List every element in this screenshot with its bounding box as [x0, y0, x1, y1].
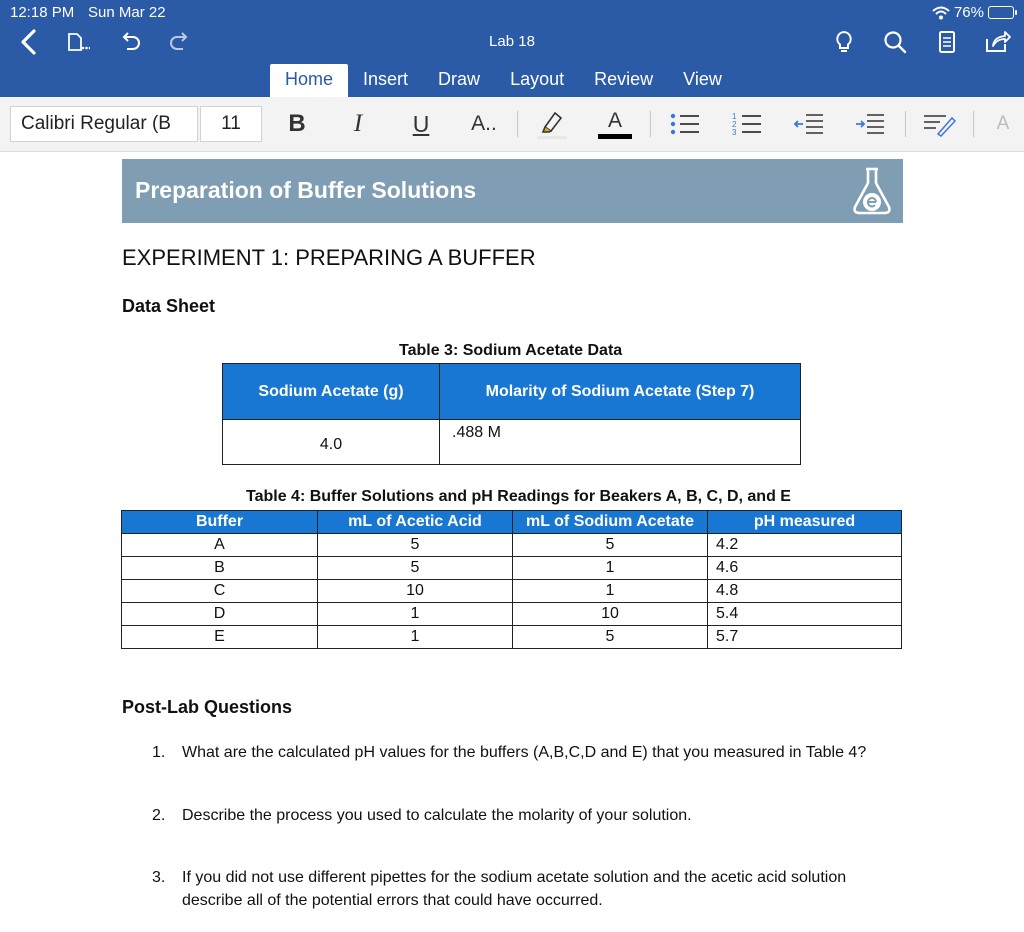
- table-cell[interactable]: .488 M: [440, 420, 801, 465]
- question-text: If you did not use different pipettes for the sodium acetate solution and the acetic acid solution describe all of the potential errors that could have occurred.: [182, 869, 847, 909]
- toolbar-separator: [517, 111, 518, 137]
- table-header-cell: Sodium Acetate (g): [223, 364, 440, 420]
- font-size-field[interactable]: 11: [200, 106, 262, 142]
- table4-caption: Table 4: Buffer Solutions and pH Readings for Beakers A, B, C, D, and E: [246, 488, 791, 505]
- status-time: 12:18 PM: [10, 4, 75, 21]
- sodium-acetate-table: [222, 363, 801, 465]
- table-cell[interactable]: B: [122, 557, 318, 580]
- table-header-row: [223, 364, 801, 420]
- table-cell[interactable]: 4.0: [223, 420, 440, 465]
- tab-insert[interactable]: Insert: [363, 69, 409, 89]
- table-cell[interactable]: 1: [513, 580, 708, 603]
- highlighter-icon: [535, 107, 569, 141]
- font-size-menu-button[interactable]: A..: [471, 112, 497, 135]
- bullet-list-icon: [669, 110, 701, 138]
- status-bar: [10, 4, 1014, 22]
- svg-text:1: 1: [732, 112, 737, 121]
- share-icon: [984, 29, 1012, 55]
- highlight-button[interactable]: [534, 106, 570, 142]
- search-button[interactable]: [880, 26, 910, 58]
- table-header-cell: Molarity of Sodium Acetate (Step 7): [440, 364, 801, 420]
- styles-button[interactable]: [921, 106, 957, 142]
- experiment-heading: EXPERIMENT 1: PREPARING A BUFFER: [122, 245, 536, 270]
- font-name-field[interactable]: Calibri Regular (B: [10, 106, 198, 142]
- table-header-cell: Buffer: [122, 511, 318, 534]
- tab-view[interactable]: View: [683, 69, 722, 89]
- document-title: Lab 18: [489, 33, 535, 50]
- decrease-indent-button[interactable]: [791, 106, 827, 142]
- tell-me-button[interactable]: [830, 26, 858, 58]
- table-row: [122, 580, 902, 603]
- increase-indent-button[interactable]: [852, 106, 888, 142]
- table-cell[interactable]: 5: [318, 557, 513, 580]
- numbered-list-icon: [731, 110, 763, 138]
- toolbar-separator: [650, 111, 651, 137]
- mobile-view-button[interactable]: [934, 26, 960, 58]
- ribbon-tabs: [270, 64, 737, 97]
- table-cell[interactable]: 5: [513, 626, 708, 649]
- share-button[interactable]: [983, 26, 1013, 58]
- table-cell[interactable]: E: [122, 626, 318, 649]
- table-cell[interactable]: 4.2: [708, 534, 902, 557]
- table-header-row: [122, 511, 902, 534]
- table-row: [122, 557, 902, 580]
- table-cell[interactable]: 4.8: [708, 580, 902, 603]
- table-header-cell: mL of Acetic Acid: [318, 511, 513, 534]
- buffer-solutions-table: [121, 510, 902, 649]
- title-bar: [0, 26, 1024, 58]
- paragraph-styles-icon: [922, 110, 956, 138]
- clear-formatting-button[interactable]: A: [996, 113, 1010, 134]
- font-color-label: A: [607, 108, 622, 132]
- battery-percent: 76%: [953, 4, 984, 21]
- question-number: 1.: [152, 744, 166, 761]
- question-number: 3.: [152, 869, 166, 886]
- post-lab-heading: Post-Lab Questions: [122, 697, 293, 717]
- decrease-indent-icon: [793, 110, 825, 138]
- table-cell[interactable]: 4.6: [708, 557, 902, 580]
- table-cell[interactable]: 5: [318, 534, 513, 557]
- mobile-view-icon: [938, 30, 956, 54]
- svg-text:3: 3: [732, 128, 737, 137]
- table-cell[interactable]: D: [122, 603, 318, 626]
- toolbar-separator: [973, 111, 974, 137]
- banner-title: Preparation of Buffer Solutions: [135, 177, 477, 203]
- table-cell[interactable]: 1: [318, 603, 513, 626]
- table-cell[interactable]: 10: [318, 580, 513, 603]
- search-icon: [882, 29, 908, 55]
- table-cell[interactable]: 1: [318, 626, 513, 649]
- table-cell[interactable]: 5.7: [708, 626, 902, 649]
- question-number: 2.: [152, 807, 166, 824]
- table-row: [122, 626, 902, 649]
- table3-caption: Table 3: Sodium Acetate Data: [399, 342, 623, 359]
- table-row: [122, 534, 902, 557]
- table-cell[interactable]: 10: [513, 603, 708, 626]
- table-header-cell: mL of Sodium Acetate: [513, 511, 708, 534]
- document-canvas[interactable]: [0, 153, 1024, 932]
- bold-button[interactable]: B: [288, 110, 306, 137]
- flask-icon: [847, 165, 897, 219]
- format-toolbar: [0, 97, 1024, 152]
- wifi-icon: [932, 6, 950, 20]
- app-chrome: [0, 0, 1024, 97]
- table-cell[interactable]: 1: [513, 557, 708, 580]
- status-right: [932, 4, 1014, 21]
- numbering-button[interactable]: [729, 106, 765, 142]
- increase-indent-icon: [854, 110, 886, 138]
- toolbar-separator: [905, 111, 906, 137]
- tab-home[interactable]: Home: [270, 64, 348, 97]
- table-header-cell: pH measured: [708, 511, 902, 534]
- table-cell[interactable]: 5: [513, 534, 708, 557]
- italic-button[interactable]: I: [353, 110, 363, 137]
- table-cell[interactable]: 5.4: [708, 603, 902, 626]
- title-banner: [122, 159, 903, 223]
- question-text: What are the calculated pH values for the buffers (A,B,C,D and E) that you measured in Table 4?: [182, 744, 867, 761]
- table-row: [223, 420, 801, 465]
- font-color-swatch: [598, 134, 632, 139]
- battery-icon: [988, 6, 1014, 19]
- svg-text:2: 2: [732, 120, 737, 129]
- question-text: Describe the process you used to calculate the molarity of your solution.: [182, 807, 692, 824]
- data-sheet-heading: Data Sheet: [122, 296, 216, 316]
- table-row: [122, 603, 902, 626]
- font-color-button[interactable]: [597, 106, 633, 142]
- status-date: Sun Mar 22: [88, 4, 166, 21]
- underline-button[interactable]: U: [412, 110, 430, 137]
- tab-review[interactable]: Review: [594, 69, 654, 89]
- table-cell[interactable]: C: [122, 580, 318, 603]
- tab-layout[interactable]: Layout: [510, 69, 565, 89]
- bullets-button[interactable]: [667, 106, 703, 142]
- table-cell[interactable]: A: [122, 534, 318, 557]
- tab-draw[interactable]: Draw: [438, 69, 481, 89]
- lightbulb-icon: [834, 29, 854, 55]
